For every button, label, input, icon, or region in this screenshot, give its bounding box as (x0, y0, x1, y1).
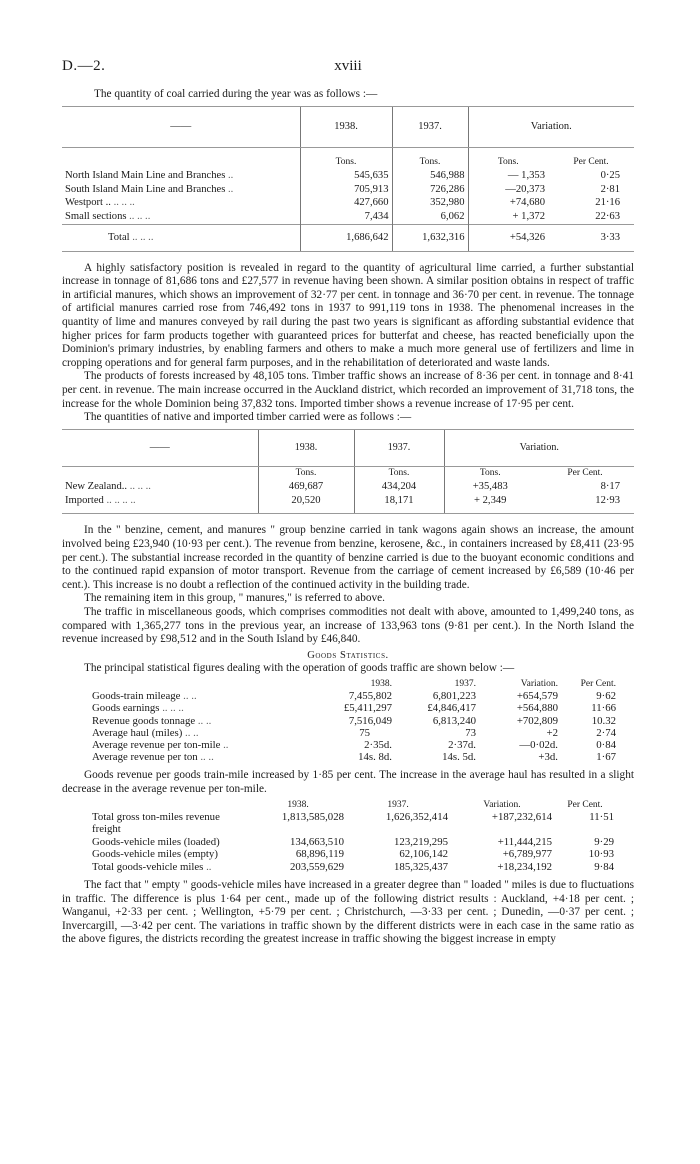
timber-header-1937: 1937. (354, 429, 444, 466)
page-code: D.—2. (62, 58, 106, 74)
goods-header-variation: Variation. (520, 679, 558, 689)
coal-header-1938: 1938. (300, 106, 392, 147)
paragraph-haul: Goods revenue per goods train-mile increased by 1·85 per cent. The increase in the average haul has resulted in a slight decrease in the average revenue per ton-mile. (62, 769, 634, 796)
tonmiles-header-variation: Variation. (483, 799, 521, 810)
row-label: Average revenue per ton (92, 751, 198, 764)
page-number: xviii (334, 58, 362, 74)
table-row: New Zealand.. .. .. .. 469,687 434,204 +35,483 8·17 (65, 481, 620, 493)
timber-header-variation: Variation. (444, 429, 634, 466)
row-label: Average revenue per ton-mile (92, 739, 221, 752)
table-row: Total goods-vehicle miles .. 203,559,629 185,325,437 +18,234,192 9·84 (92, 860, 614, 873)
timber-blank-header: —— (62, 429, 258, 466)
coal-unit-percent: Per Cent. (573, 156, 609, 167)
paragraph-benzine: In the " benzine, cement, and manures " group benzine carried in tank wagons again shows an increase, the amount involved being £23,940 (10·93 per cent.). The revenue from benzine, kerosene, &c., in containers increased by £8,411 (23·95 per cent.). The substantial increase recorded in the quantity of benzine carried is due to the buoyant economic conditions and to the continued rapid expansion of motor transport. Revenue from the carriage of cement increased by £6,589 (10·46 per cent.). This increase is no doubt a reflection of the continued activity in the building trade. (62, 524, 634, 591)
paragraph-lime: A highly satisfactory position is revealed in regard to the quantity of agricultural lime carried, a further substantial increase in tonnage of 81,686 tons and £27,577 in revenue having been shown. A similar position obtains in respect of traffic in artificial manures, which shows an improvement of 32·77 per cent. in tonnage and 36·70 per cent. in revenue. The tonnage of artificial manures carried rose from 746,492 tons in 1937 to 991,119 tons in 1938. The phenomenal increases in the quantity of lime and manures conveyed by rail during the past two years is significant as affording substantial evidence that higher prices for farm products together with guaranteed prices for butterfat and cheese, has reacted beneficially upon the Dominion's primary industries, by enabling farmers and others to make a much more general use of fertilizers and lime in cropping operations and for general farm purposes, and in the rehabilitation of deteriorated and waste lands. (62, 261, 634, 369)
coal-blank-header: —— (62, 106, 300, 147)
table-row: Goods-vehicle miles (empty) 68,896,119 62,106,142 +6,789,977 10·93 (92, 848, 614, 861)
row-label: Total goods-vehicle miles (92, 860, 204, 873)
total-row: Total .. .. .. 1,686,642 1,632,316 +54,326 3·33 (62, 224, 634, 251)
table-row: Total gross ton-miles revenue freight 1,813,585,028 1,626,352,414 +187,232,614 11·51 (92, 811, 614, 836)
row-label: Revenue goods tonnage (92, 714, 196, 727)
timber-unit-percent: Per Cent. (567, 467, 603, 478)
row-label: Goods-train mileage (92, 690, 181, 703)
table-row: Revenue goods tonnage .. .. 7,516,049 6,813,240 +702,809 10.32 (92, 714, 616, 727)
coal-header-1937: 1937. (392, 106, 468, 147)
goods-header-1937: 1937. (454, 679, 476, 689)
timber-unit-1938: Tons. (258, 466, 354, 480)
table-row: South Island Main Line and Branches .. 705,913 726,286 —20,373 2·81 (65, 183, 620, 195)
coal-table (62, 106, 634, 252)
row-label: Total gross ton-miles revenue freight (92, 811, 220, 836)
row-label: Goods earnings (92, 702, 160, 715)
row-label: Westport .. (65, 197, 111, 209)
table-row: Average revenue per ton .. .. 14s. 8d. 14s. 5d. +3d. 1·67 (92, 751, 616, 764)
table-row: Westport .. .. .. .. 427,660 352,980 +74,680 21·16 (65, 197, 620, 209)
total-label: Total (108, 231, 130, 243)
goods-table (90, 678, 618, 763)
row-label: Small sections (65, 210, 127, 222)
row-label: Average haul (miles) (92, 726, 183, 739)
table-row: Average revenue per ton-mile .. 2·35d. 2·37d. —0·02d. 0·84 (92, 739, 616, 752)
goods-header-percent: Per Cent. (580, 679, 616, 689)
table-row: North Island Main Line and Branches .. 545,635 546,988 — 1,353 0·25 (65, 170, 620, 182)
paragraph-empty-miles: The fact that " empty " goods-vehicle miles have increased in a greater degree than " loaded " miles is due to fluctuations in traffic. The difference is plus 1·64 per cent., made up of the following district results : Auckland, +4·18 per cent. ; Wanganui, +2·33 per cent. ; Wellington, +5·79 per cent. ; Christchurch, —3·33 per cent. ; Dunedin, —0·37 per cent. ; Invercargill, —3·42 per cent. The variations in traffic shown by the different districts were in each case in the same ratio as the above figures, the districts recording the greatest increase in traffic showing the biggest increase in empty (62, 879, 634, 946)
row-label: South Island Main Line and Branches (65, 183, 226, 195)
coal-unit-1938: Tons. (300, 147, 392, 169)
row-label: New Zealand.. (65, 481, 128, 493)
row-label: Imported (65, 494, 104, 506)
paragraph-remaining: The remaining item in this group, " manures," is referred to above. (84, 592, 385, 605)
timber-intro: The quantities of native and imported timber carried were as follows :— (84, 411, 412, 424)
timber-header-1938: 1938. (258, 429, 354, 466)
row-label: Goods-vehicle miles (loaded) (92, 835, 220, 848)
coal-header-variation: Variation. (468, 106, 634, 147)
document-page (62, 60, 634, 947)
table-row: Imported .. .. .. .. 20,520 18,171 + 2,349 12·93 (65, 494, 620, 506)
timber-unit-1937: Tons. (354, 466, 444, 480)
tonmiles-header-percent: Per Cent. (567, 799, 603, 810)
coal-unit-variation: Tons. (468, 147, 548, 169)
table-row: Average haul (miles) .. .. 75 73 +2 2·74 (92, 726, 616, 739)
table-row: Small sections .. .. .. 7,434 6,062 + 1,372 22·63 (62, 210, 634, 224)
goods-intro: The principal statistical figures dealing with the operation of goods traffic are shown below :— (84, 662, 515, 675)
goods-statistics-heading: Goods Statistics. (307, 649, 389, 661)
timber-table (62, 429, 634, 515)
row-label: Goods-vehicle miles (empty) (92, 848, 218, 861)
paragraph-miscellaneous: The traffic in miscellaneous goods, which comprises commodities not dealt with above, amounted to 1,499,240 tons, as compared with 1,365,277 tons in the previous year, an increase of 133,963 tons (9·81 per cent.). In the North Island the revenue increased by £98,512 and in the South Island by £46,840. (62, 606, 634, 646)
page-header (62, 60, 634, 80)
timber-unit-variation: Tons. (444, 466, 536, 480)
tonmiles-header-1937: 1937. (387, 799, 409, 810)
coal-unit-1937: Tons. (392, 147, 468, 169)
ton-miles-table (90, 799, 616, 873)
tonmiles-header-1938: 1938. (287, 799, 309, 810)
goods-header-1938: 1938. (370, 679, 392, 689)
paragraph-forests: The products of forests increased by 48,105 tons. Timber traffic shows an increase of 8·36 per cent. in tonnage and 8·41 per cent. in revenue. The main increase occurred in the Auckland district, which recorded an improvement of 31,718 tons, the increase for the whole Dominion being 37,832 tons. Imported timber shows a revenue increase of 17·95 per cent. (62, 370, 634, 410)
table-row: Goods-train mileage .. .. 7,455,802 6,801,223 +654,579 9·62 (92, 690, 616, 703)
coal-intro: The quantity of coal carried during the year was as follows :— (94, 88, 378, 100)
table-row: Goods earnings .. .. .. £5,411,297 £4,846,417 +564,880 11·66 (92, 702, 616, 715)
table-row: Goods-vehicle miles (loaded) 134,663,510 123,219,295 +11,444,215 9·29 (92, 835, 614, 848)
row-label: North Island Main Line and Branches (65, 170, 226, 182)
